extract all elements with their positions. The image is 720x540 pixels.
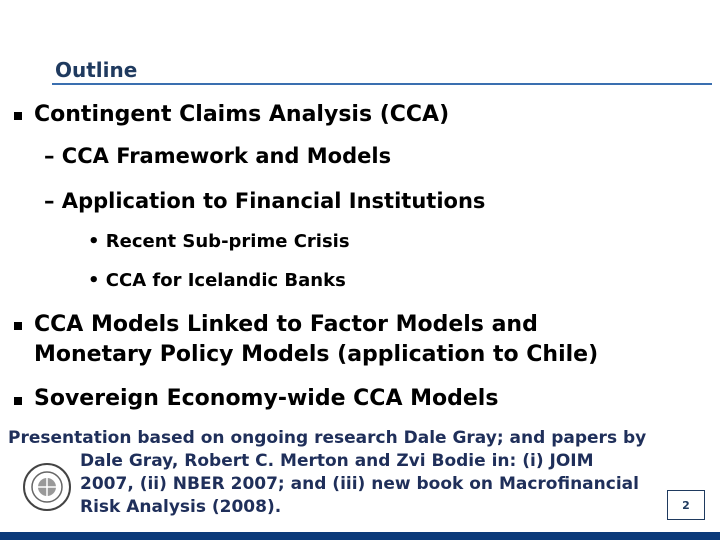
sub-sub-bullet-item: • CCA for Icelandic Banks [88,270,346,291]
page-number: 2 [667,490,705,520]
title-divider [52,83,712,85]
bullet-item-continuation: Monetary Policy Models (application to Chile) [34,342,599,367]
footer-citation [8,427,708,519]
footer-line: Risk Analysis (2008). [80,497,282,517]
bottom-bar [0,532,720,540]
bullet-item: Sovereign Economy-wide CCA Models [34,386,499,411]
bullet-item: Contingent Claims Analysis (CCA) [34,102,450,127]
square-bullet-icon [14,322,22,330]
square-bullet-icon [14,112,22,120]
sub-bullet-item: – CCA Framework and Models [44,144,392,168]
footer-line: Dale Gray, Robert C. Merton and Zvi Bodie in: (i) JOIM [80,451,594,471]
footer-line: 2007, (ii) NBER 2007; and (iii) new book on Macrofinancial [80,474,639,494]
slide-title: Outline [55,58,138,82]
square-bullet-icon [14,397,22,405]
footer-line: Presentation based on ongoing research Dale Gray; and papers by [8,428,647,448]
imf-seal-icon [22,462,72,512]
sub-sub-bullet-item: • Recent Sub-prime Crisis [88,231,350,252]
bullet-item: CCA Models Linked to Factor Models and [34,312,538,337]
sub-bullet-item: – Application to Financial Institutions [44,189,486,213]
